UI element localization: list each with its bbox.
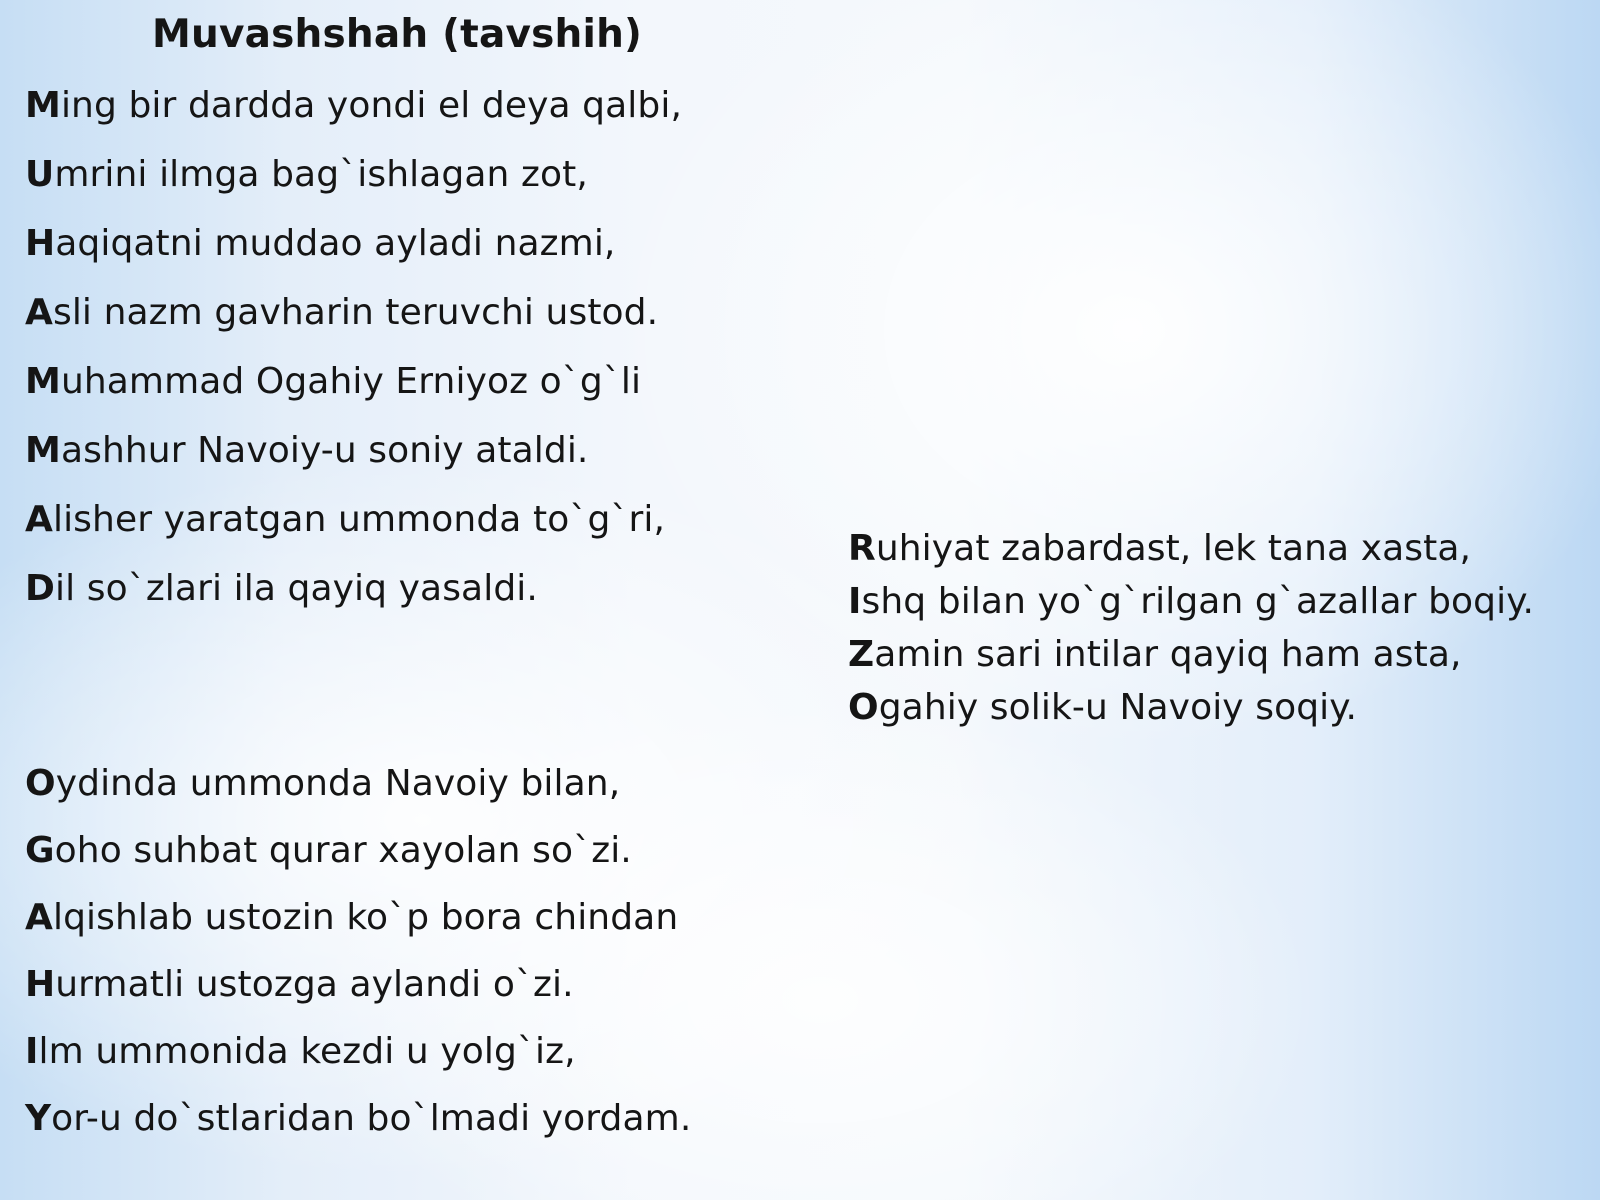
poem-line xyxy=(848,629,1534,682)
line-text: or-u do`stlaridan bo`lmadi yordam. xyxy=(51,1098,692,1139)
poem-line xyxy=(25,78,682,147)
poem-line xyxy=(25,354,682,423)
acrostic-initial: A xyxy=(25,292,53,333)
poem-line xyxy=(848,682,1534,735)
acrostic-initial: D xyxy=(25,568,55,609)
poem-line xyxy=(25,1024,691,1091)
line-text: lqishlab ustozin ko`p bora chindan xyxy=(52,897,679,938)
acrostic-initial: Y xyxy=(25,1098,52,1139)
poem-line xyxy=(25,423,682,492)
stanza-2 xyxy=(25,756,691,1158)
acrostic-initial: A xyxy=(25,897,53,938)
line-text: gahiy solik-u Navoiy soqiy. xyxy=(878,687,1358,728)
acrostic-initial: O xyxy=(848,687,879,728)
acrostic-initial: R xyxy=(848,528,876,569)
line-text: oho suhbat qurar xayolan so`zi. xyxy=(54,830,632,871)
stanza-1 xyxy=(25,78,682,630)
line-text: ydinda ummonda Navoiy bilan, xyxy=(55,763,621,804)
acrostic-initial: M xyxy=(25,361,61,402)
poem-line xyxy=(25,823,691,890)
line-text: mrini ilmga bag`ishlagan zot, xyxy=(54,154,588,195)
acrostic-initial: U xyxy=(25,154,55,195)
acrostic-initial: I xyxy=(25,1031,39,1072)
line-text: ing bir dardda yondi el deya qalbi, xyxy=(60,85,682,126)
poem-line xyxy=(25,147,682,216)
poem-line xyxy=(848,523,1534,576)
poem-line xyxy=(25,285,682,354)
acrostic-initial: M xyxy=(25,430,61,471)
poem-title: Muvashshah (tavshih) xyxy=(152,12,643,57)
poem-line xyxy=(25,756,691,823)
poem-line xyxy=(25,492,682,561)
line-text: lisher yaratgan ummonda to`g`ri, xyxy=(52,499,666,540)
acrostic-initial: I xyxy=(848,581,862,622)
poem-line xyxy=(25,561,682,630)
acrostic-initial: H xyxy=(25,964,56,1005)
acrostic-initial: M xyxy=(25,85,61,126)
poem-line xyxy=(848,576,1534,629)
line-text: sli nazm gavharin teruvchi ustod. xyxy=(52,292,659,333)
poem-line xyxy=(25,1091,691,1158)
acrostic-initial: H xyxy=(25,223,56,264)
line-text: shq bilan yo`g`rilgan g`azallar boqiy. xyxy=(861,581,1535,622)
line-text: il so`zlari ila qayiq yasaldi. xyxy=(54,568,538,609)
line-text: lm ummonida kezdi u yolg`iz, xyxy=(38,1031,576,1072)
acrostic-initial: Z xyxy=(848,634,875,675)
line-text: aqiqatni muddao ayladi nazmi, xyxy=(55,223,616,264)
acrostic-initial: G xyxy=(25,830,55,871)
line-text: amin sari intilar qayiq ham asta, xyxy=(874,634,1462,675)
line-text: urmatli ustozga aylandi o`zi. xyxy=(55,964,574,1005)
acrostic-initial: A xyxy=(25,499,53,540)
line-text: uhiyat zabardast, lek tana xasta, xyxy=(875,528,1472,569)
poem-line xyxy=(25,957,691,1024)
acrostic-initial: O xyxy=(25,763,56,804)
poem-line xyxy=(25,216,682,285)
line-text: uhammad Ogahiy Erniyoz o`g`li xyxy=(60,361,642,402)
stanza-3 xyxy=(848,523,1534,735)
line-text: ashhur Navoiy-u soniy ataldi. xyxy=(60,430,589,471)
poem-line xyxy=(25,890,691,957)
